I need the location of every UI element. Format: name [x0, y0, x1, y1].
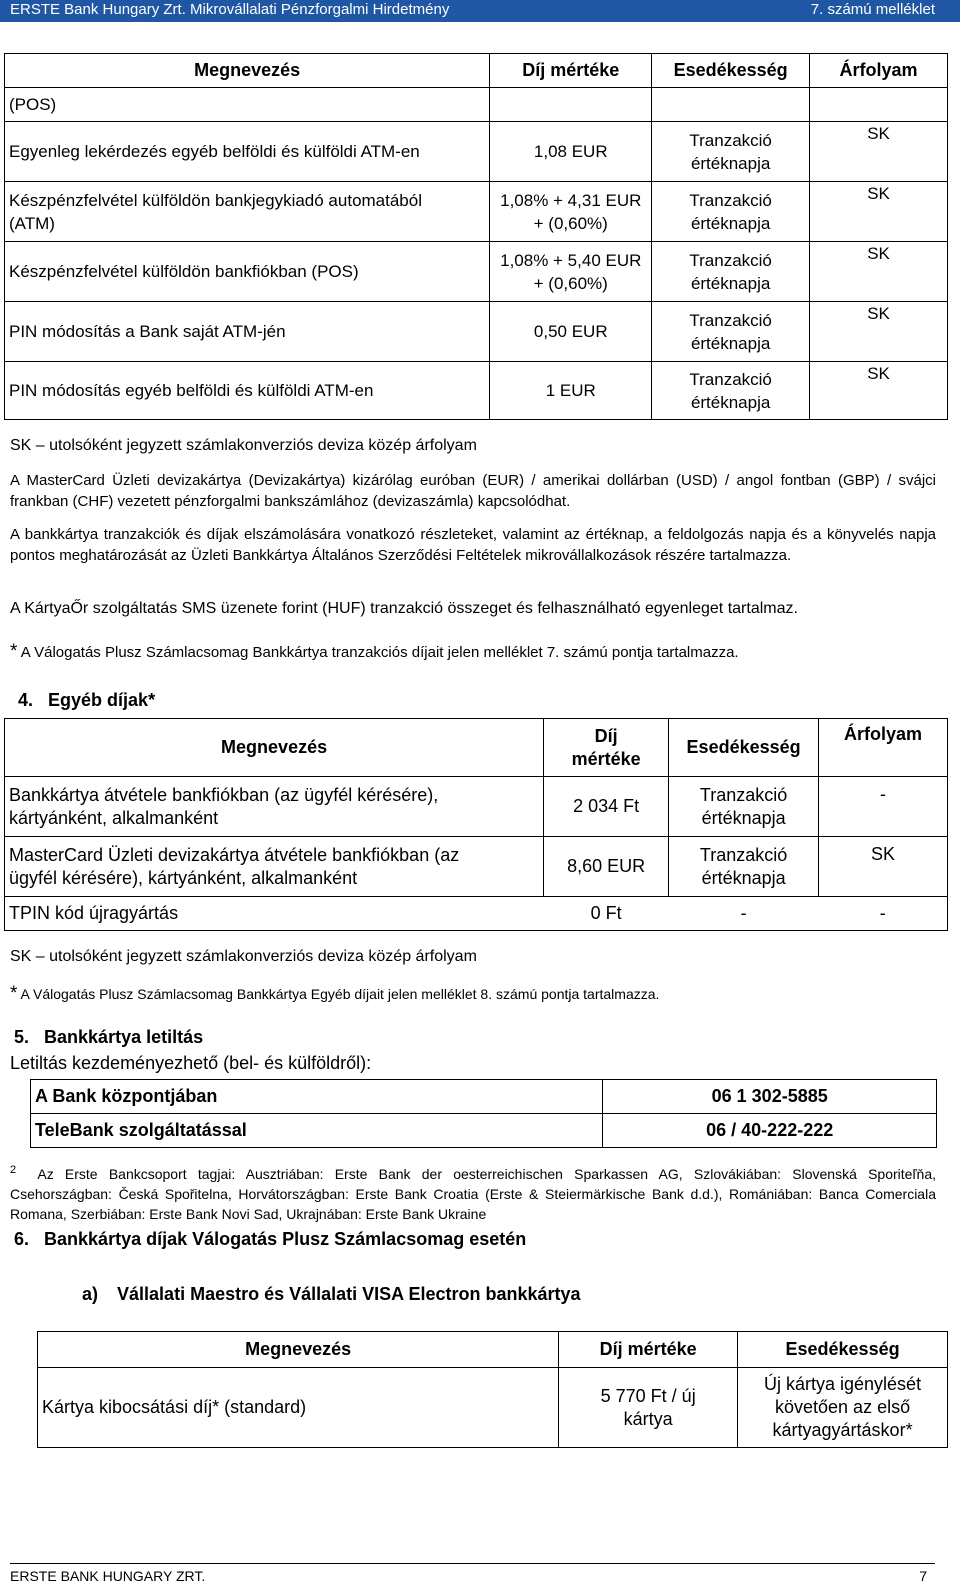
fee-due: Tranzakció értéknapja — [652, 182, 810, 242]
fee-name: Készpénzfelvétel külföldön bankjegykiadó automatából (ATM) — [5, 182, 490, 242]
table-row — [5, 302, 948, 362]
sk-note: SK – utolsóként jegyzett számlakonverziós deviza közép árfolyam — [10, 437, 477, 454]
footnote-text: Az Erste Bankcsoport tagjai: Ausztriában: Erste Bank der oesterreichischen Sparkassen AG, Szlovákiában: Slovenská Sporiteľňa, Csehországban: Česká Spořitelna, Horvátországban: Erste Bank Croatia (Erste & Steiermärkische Bank d.d.), Romániában: Banca Comerciala Romana, Szerbiában: Erste Bank Novi Sad, Ukrajnában: Erste Bank Ukraine — [10, 1165, 936, 1222]
table-row — [31, 1114, 937, 1148]
section-4-heading — [18, 690, 155, 711]
footer-company: ERSTE BANK HUNGARY ZRT. — [10, 1568, 206, 1584]
col-header-name: Megnevezés — [5, 54, 490, 88]
table-row — [5, 182, 948, 242]
fee-name: Bankkártya átvétele bankfiókban (az ügyfél kérésére), kártyánként, alkalmanként — [5, 777, 544, 837]
sk-note: SK – utolsóként jegyzett számlakonverziós deviza közép árfolyam — [10, 948, 477, 965]
fee-due: Tranzakció értéknapja — [652, 302, 810, 362]
section-6a-heading — [82, 1284, 581, 1305]
fee-amount: 0,50 EUR — [490, 302, 652, 362]
fee-amount: 5 770 Ft / új kártya — [559, 1368, 738, 1448]
other-fees-table — [4, 718, 948, 931]
card-issuance-table — [37, 1331, 948, 1448]
page-number: 7 — [919, 1568, 927, 1584]
table-row — [5, 837, 948, 897]
fee-rate: SK — [810, 362, 948, 420]
fee-name: PIN módosítás a Bank saját ATM-jén — [5, 302, 490, 362]
fee-name: Egyenleg lekérdezés egyéb belföldi és külföldi ATM-en — [5, 122, 490, 182]
header-title: ERSTE Bank Hungary Zrt. Mikrovállalati Pénzforgalmi Hirdetmény — [10, 1, 450, 18]
col-header-rate: Árfolyam — [819, 719, 948, 777]
table-header-row — [5, 719, 948, 777]
footnote-tranzakcios — [10, 641, 739, 663]
col-header-rate: Árfolyam — [810, 54, 948, 88]
fee-rate: SK — [810, 302, 948, 362]
fee-due: Tranzakció értéknapja — [652, 362, 810, 420]
footnote-number: 2 — [10, 1164, 17, 1176]
table-header-row — [38, 1332, 948, 1368]
subsection-number: a) — [82, 1284, 99, 1304]
row-label-pos: (POS) — [5, 88, 490, 122]
fee-name: PIN módosítás egyéb belföldi és külföldi ATM-en — [5, 362, 490, 420]
fee-due: Tranzakció értéknapja — [669, 777, 819, 837]
paragraph-devizakartya: A MasterCard Üzleti devizakártya (Devizakártya) kizárólag euróban (EUR) / amerikai dollárban (USD) / angol fontban (GBP) / svájci frankban (CHF) vezetett pénzforgalmi bankszámlához (devizaszámla) kapcsolódhat. — [10, 472, 936, 510]
blocking-contacts-table — [30, 1079, 937, 1148]
table-row — [5, 362, 948, 420]
header-annex: 7. számú melléklet — [810, 1, 935, 18]
section-5-heading — [14, 1027, 203, 1048]
table-header-row — [5, 54, 948, 88]
col-header-fee: Díj mértéke — [544, 719, 669, 777]
section-number: 6. — [14, 1229, 30, 1249]
fee-amount: 0 Ft — [544, 897, 669, 931]
section-number: 5. — [14, 1027, 30, 1047]
document-footer — [10, 1563, 935, 1584]
fee-rate: - — [819, 897, 948, 931]
section-title: Bankkártya letiltás — [44, 1027, 204, 1047]
table-row — [38, 1368, 948, 1448]
fee-name: MasterCard Üzleti devizakártya átvétele bankfiókban (az ügyfél kérésére), kártyánként, alkalmanként — [5, 837, 544, 897]
fee-name: Kártya kibocsátási díj* (standard) — [38, 1368, 559, 1448]
fee-rate: SK — [819, 837, 948, 897]
card-fees-table — [4, 53, 948, 420]
col-header-due: Esedékesség — [669, 719, 819, 777]
table-row — [5, 777, 948, 837]
fee-amount: 1,08 EUR — [490, 122, 652, 182]
fee-rate: SK — [810, 182, 948, 242]
footnote-erste-group — [10, 1160, 936, 1224]
fee-amount: 8,60 EUR — [544, 837, 669, 897]
subsection-title: Vállalati Maestro és Vállalati VISA Electron bankkártya — [117, 1284, 581, 1304]
fee-due: - — [669, 897, 819, 931]
fee-amount: 1,08% + 4,31 EUR + (0,60%) — [490, 182, 652, 242]
fee-rate: SK — [810, 242, 948, 302]
col-header-fee: Díj mértéke — [559, 1332, 738, 1368]
paragraph-settlement: A bankkártya tranzakciók és díjak elszámolására vonatkozó részleteket, valamint az értéknap, a feldolgozás napja és a könyvelés napja pontos meghatározását az Üzleti Bankkártya Általános Szerződési Feltételek mikrovállalkozások részére tartalmazza. — [10, 526, 936, 564]
footnote-star: * — [10, 641, 18, 662]
col-header-fee: Díj mértéke — [490, 54, 652, 88]
footnote-egyeb — [10, 983, 659, 1005]
fee-amount: 1 EUR — [490, 362, 652, 420]
col-header-name: Megnevezés — [5, 719, 544, 777]
table-row — [5, 88, 948, 122]
fee-name: Készpénzfelvétel külföldön bankfiókban (POS) — [5, 242, 490, 302]
footnote-star: * — [10, 983, 18, 1004]
section-title: Bankkártya díjak Válogatás Plusz Számlacsomag esetén — [44, 1229, 527, 1249]
footnote-text: A Válogatás Plusz Számlacsomag Bankkártya Egyéb díjait jelen melléklet 8. számú pontja tartalmazza. — [20, 986, 660, 1002]
fee-due: Új kártya igénylését követően az első kártyagyártáskor* — [738, 1368, 948, 1448]
fee-amount: 2 034 Ft — [544, 777, 669, 837]
col-header-due: Esedékesség — [652, 54, 810, 88]
fee-rate: SK — [810, 122, 948, 182]
document-header — [0, 0, 960, 22]
fee-due: Tranzakció értéknapja — [669, 837, 819, 897]
section-number: 4. — [18, 690, 34, 710]
section-6-heading — [14, 1229, 526, 1250]
fee-name: TPIN kód újragyártás — [5, 897, 544, 931]
fee-due: Tranzakció értéknapja — [652, 122, 810, 182]
blocking-intro: Letiltás kezdeményezhető (bel- és külföldről): — [10, 1053, 372, 1073]
fee-due: Tranzakció értéknapja — [652, 242, 810, 302]
table-row — [31, 1080, 937, 1114]
table-row — [5, 897, 948, 931]
col-header-name: Megnevezés — [38, 1332, 559, 1368]
contact-label: A Bank központjában — [31, 1080, 603, 1114]
fee-rate: - — [819, 777, 948, 837]
table-row — [5, 242, 948, 302]
table-row — [5, 122, 948, 182]
contact-phone: 06 1 302-5885 — [603, 1080, 937, 1114]
footnote-text: A Válogatás Plusz Számlacsomag Bankkártya tranzakciós díjait jelen melléklet 7. számú pontja tartalmazza. — [20, 644, 739, 661]
section-title: Egyéb díjak* — [48, 690, 156, 710]
fee-amount: 1,08% + 5,40 EUR + (0,60%) — [490, 242, 652, 302]
contact-label: TeleBank szolgáltatással — [31, 1114, 603, 1148]
col-header-due: Esedékesség — [738, 1332, 948, 1368]
contact-phone: 06 / 40-222-222 — [603, 1114, 937, 1148]
paragraph-kartyaor: A KártyaŐr szolgáltatás SMS üzenete forint (HUF) tranzakció összeget és felhasználható egyenleget tartalmaz. — [10, 600, 798, 617]
